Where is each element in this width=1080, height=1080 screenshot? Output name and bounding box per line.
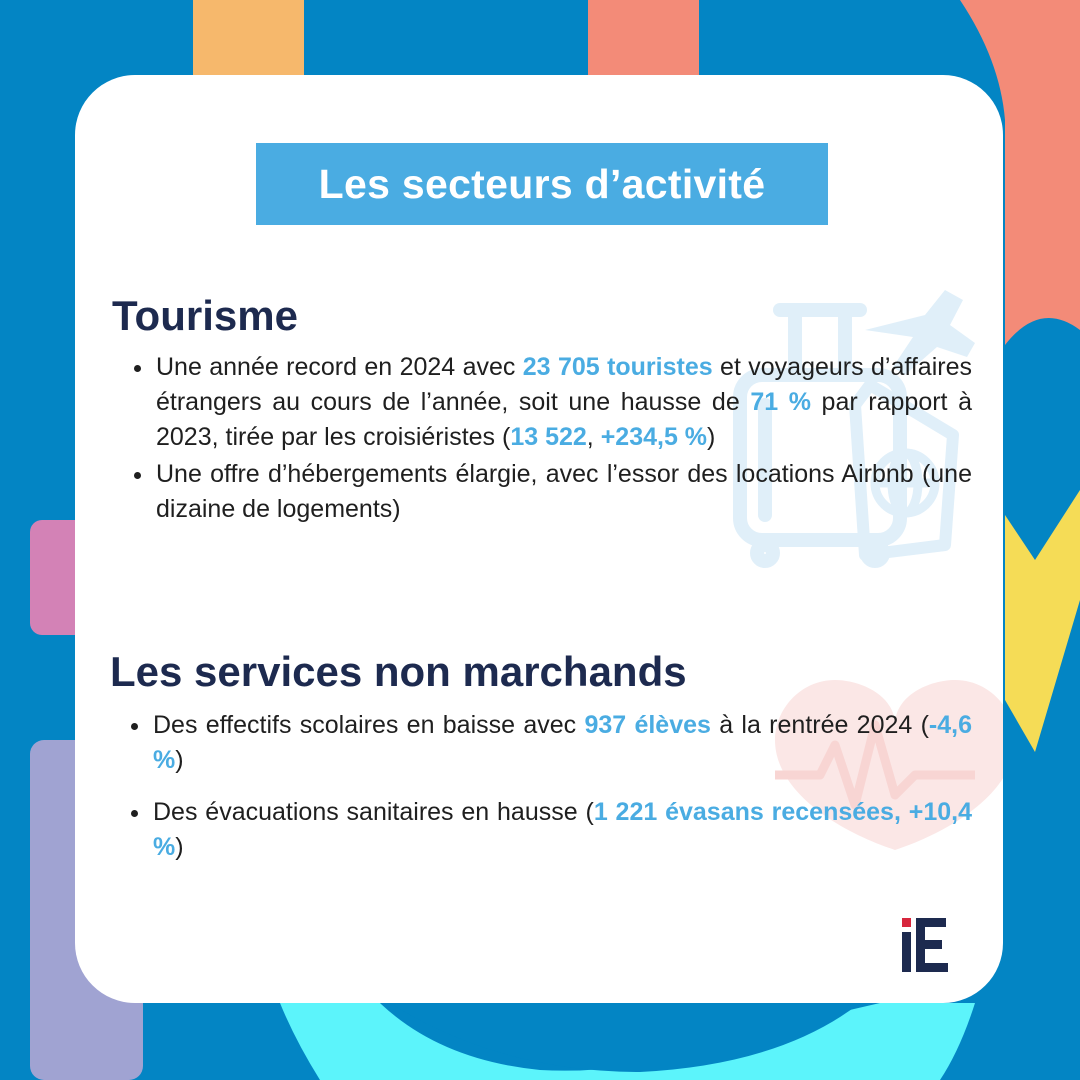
page-title: Les secteurs d’activité (318, 160, 766, 207)
bullet-text: par rapport à 2023, tirée par les croisiéristes ( (156, 388, 972, 451)
ie-logo-icon (902, 918, 948, 972)
highlight-value: 71 % (750, 388, 811, 416)
list-item (132, 350, 972, 455)
highlight-value: -4,6 % (153, 711, 973, 774)
services-bullet-list (129, 708, 972, 865)
highlight-value: 937 élèves (584, 711, 711, 739)
bullet-text: et voyageurs d’affaires étrangers au cours de l’année, soit une hausse de (156, 353, 972, 416)
yellow-chevron-shape (1005, 490, 1080, 752)
bullet-text: , (586, 423, 601, 451)
highlight-value: +234,5 % (600, 423, 708, 451)
title-banner (256, 143, 828, 225)
highlight-value: 1 221 évasans recensées, +10,4 % (153, 798, 972, 861)
salmon-bar-shape (588, 0, 699, 80)
bullet-text: Des évacuations sanitaires en hausse ( (153, 798, 594, 826)
bullet-text: ) (175, 833, 184, 861)
bullet-text: Des effectifs scolaires en baisse avec (153, 711, 585, 739)
tourism-bullet-list (132, 350, 972, 529)
bullet-text: ) (707, 423, 716, 451)
highlight-value: 23 705 touristes (522, 353, 713, 381)
tourism-heading: Tourisme (112, 292, 298, 339)
bullet-text: ) (175, 746, 184, 774)
bullet-text: Une année record en 2024 avec (156, 353, 523, 381)
list-item (129, 708, 972, 778)
list-item (129, 795, 972, 865)
orange-bar-shape (193, 0, 304, 80)
bullet-text: Une offre d’hébergements élargie, avec l’essor des locations Airbnb (une dizaine de logements) (156, 460, 972, 523)
content-card (75, 75, 1003, 1003)
bullet-text: à la rentrée 2024 ( (710, 711, 929, 739)
highlight-value: 13 522 (510, 423, 587, 451)
services-heading: Les services non marchands (110, 648, 687, 695)
list-item (132, 457, 972, 527)
